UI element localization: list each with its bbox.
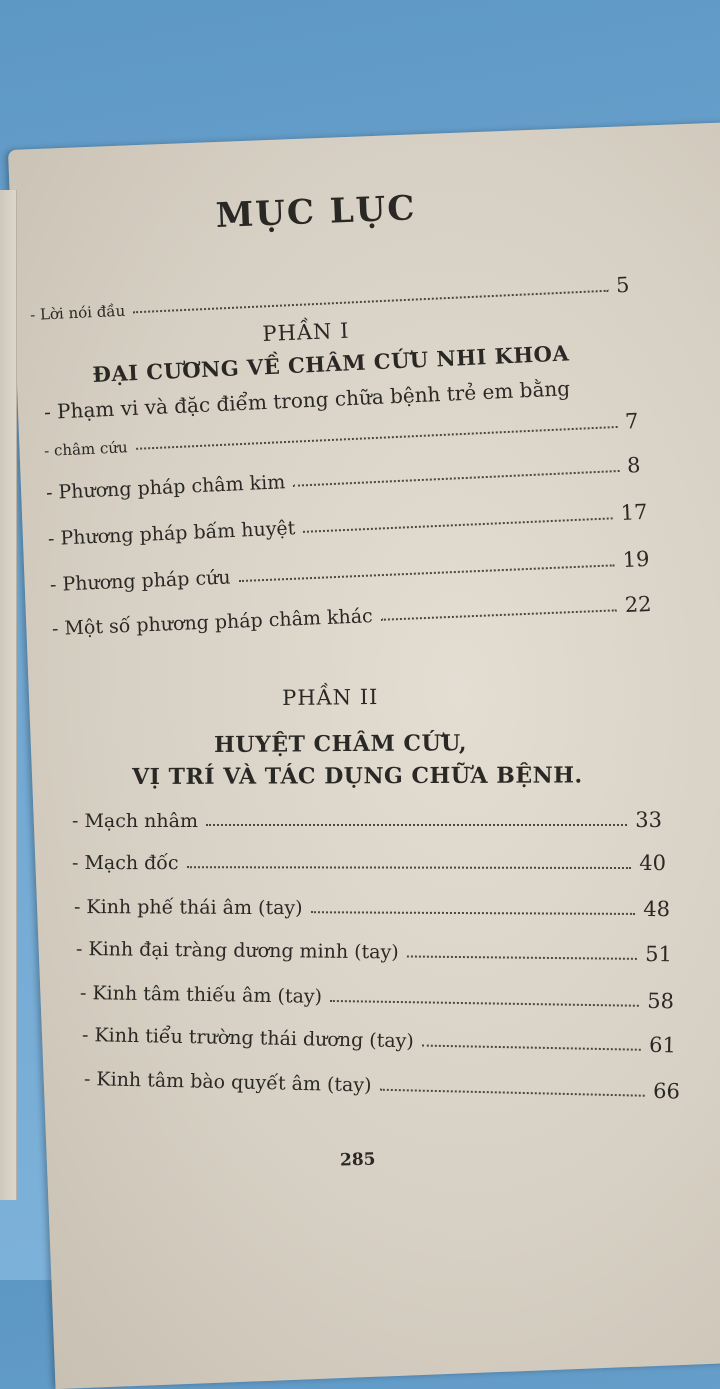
toc-label: - Phương pháp cứu xyxy=(49,566,231,596)
leader-dots xyxy=(407,954,638,959)
leader-dots xyxy=(303,516,613,533)
toc-row xyxy=(45,453,640,504)
toc-page: 8 xyxy=(626,453,641,478)
leader-dots xyxy=(136,425,618,450)
toc-label: - châm cứu xyxy=(43,438,129,460)
toc-row xyxy=(72,808,662,832)
leader-dots xyxy=(422,1044,641,1051)
toc-label: - Phạm vi và đặc điểm trong chữa bệnh trẻ em bằng xyxy=(43,376,571,424)
toc-label: - Kinh phế thái âm (tay) xyxy=(73,896,303,920)
toc-row xyxy=(72,850,666,875)
toc-page: 66 xyxy=(652,1078,681,1104)
leader-dots xyxy=(187,865,632,869)
toc-label: - Kinh tâm thiếu âm (tay) xyxy=(79,982,323,1008)
leader-dots xyxy=(206,823,627,826)
toc-page: 5 xyxy=(615,272,630,298)
toc-label: - Một số phương pháp châm khác xyxy=(51,605,374,640)
toc-page: 22 xyxy=(624,591,652,617)
toc-page: 19 xyxy=(622,546,650,572)
part1-label: PHẦN I xyxy=(262,318,350,346)
toc-page: 48 xyxy=(643,896,671,922)
toc-label: - Lời nói đầu xyxy=(29,301,126,324)
toc-title: MỤC LỤC xyxy=(215,188,418,236)
toc-label: - Kinh tiểu trường thái dương (tay) xyxy=(81,1024,415,1053)
toc-label: - Mạch đốc xyxy=(71,852,179,875)
toc-row xyxy=(80,980,674,1013)
toc-row xyxy=(52,592,652,640)
toc-row xyxy=(49,547,649,596)
toc-row xyxy=(84,1066,680,1104)
toc-row xyxy=(74,894,670,921)
leader-dots xyxy=(381,608,617,620)
part2-heading-line1: HUYỆT CHÂM CỨU, xyxy=(214,730,468,758)
toc-row xyxy=(76,936,672,966)
toc-page: 40 xyxy=(639,850,667,876)
toc-page: 58 xyxy=(647,988,675,1014)
toc-row xyxy=(47,500,647,550)
toc-page: 33 xyxy=(635,808,662,832)
leader-dots xyxy=(379,1088,645,1097)
page-number: 285 xyxy=(339,1149,376,1171)
toc-label: - Phương pháp bấm huyệt xyxy=(47,517,296,550)
part2-heading-line2: VỊ TRÍ VÀ TÁC DỤNG CHỮA BỆNH. xyxy=(132,762,583,790)
toc-page: 51 xyxy=(645,941,673,967)
toc-label: - Kinh tâm bào quyết âm (tay) xyxy=(83,1068,372,1097)
toc-page: 17 xyxy=(620,499,648,525)
part2-label: PHẦN II xyxy=(282,684,379,710)
toc-label: - Phương pháp châm kim xyxy=(45,471,286,504)
leader-dots xyxy=(239,563,615,582)
toc-label: - Kinh đại tràng dương minh (tay) xyxy=(75,938,399,964)
leader-dots xyxy=(330,999,639,1007)
toc-page: 7 xyxy=(624,409,639,434)
toc-page: 61 xyxy=(648,1032,677,1058)
leader-dots xyxy=(293,469,619,487)
leader-dots xyxy=(311,910,636,915)
leader-dots xyxy=(133,289,608,314)
toc-row xyxy=(82,1022,676,1057)
toc-row-preface xyxy=(29,273,629,324)
part1-heading: ĐẠI CƯƠNG VỀ CHÂM CỨU NHI KHOA xyxy=(92,340,570,387)
toc-label: - Mạch nhâm xyxy=(72,810,198,832)
